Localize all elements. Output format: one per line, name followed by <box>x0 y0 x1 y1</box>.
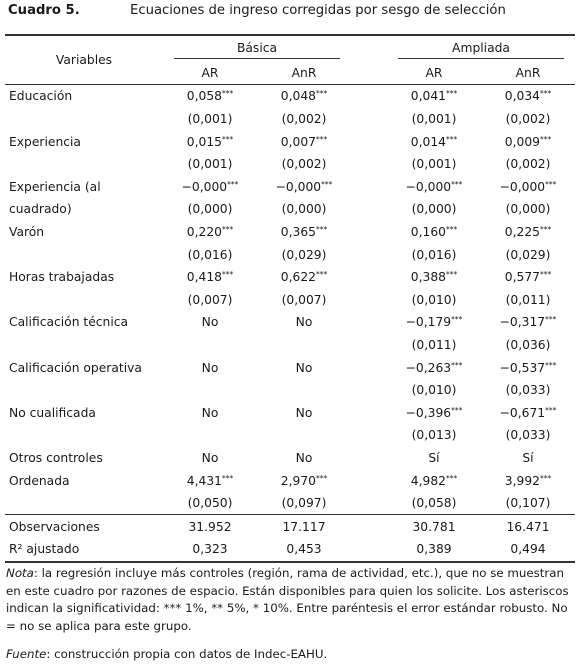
cell-value: (0,016) <box>411 247 457 262</box>
table-row <box>5 266 575 289</box>
table-row <box>5 176 575 199</box>
row-label: Otros controles <box>9 450 103 465</box>
significance-stars: *** <box>539 134 552 144</box>
cell-value: (0,050) <box>187 496 233 511</box>
table-caption <box>8 3 574 23</box>
significance-stars: *** <box>221 473 234 483</box>
table-body <box>5 85 575 562</box>
coefficient-cell <box>163 515 257 538</box>
coefficient-cell <box>257 311 351 334</box>
standard-error-cell <box>387 492 481 515</box>
significance-stars: *** <box>321 179 333 189</box>
cell-value: −0,396 <box>405 405 452 420</box>
coefficient-cell <box>387 221 481 244</box>
row-label <box>5 243 163 266</box>
cell-value: (0,000) <box>411 202 457 217</box>
coefficient-cell <box>481 469 575 492</box>
fuente-label: Fuente <box>6 647 47 661</box>
column-gap <box>351 402 387 425</box>
column-gap <box>351 243 387 266</box>
row-label: Experiencia (al <box>9 179 101 194</box>
cell-value: 31.952 <box>188 519 232 534</box>
regression-table-container <box>5 34 575 563</box>
significance-stars: *** <box>315 134 328 144</box>
cell-value: (0,036) <box>505 338 551 353</box>
coefficient-cell <box>257 469 351 492</box>
coefficient-cell <box>387 538 481 562</box>
cell-value: (0,097) <box>281 496 327 511</box>
cell-value: 0,389 <box>416 542 452 557</box>
standard-error-cell <box>387 379 481 402</box>
cell-value: (0,010) <box>411 383 457 398</box>
subcol-header: AnR <box>481 62 575 85</box>
group-header-basica: Básica <box>163 35 351 62</box>
standard-error-cell <box>257 334 351 357</box>
significance-stars: *** <box>451 315 463 325</box>
table-row <box>5 515 575 538</box>
coefficient-cell <box>257 85 351 108</box>
standard-error-cell <box>481 492 575 515</box>
cell-value: −0,537 <box>499 360 546 375</box>
column-gap <box>351 153 387 176</box>
cell-value: 4,982 <box>410 473 446 488</box>
row-label <box>5 108 163 131</box>
cell-value: 0,009 <box>504 134 540 149</box>
cell-value: 0,225 <box>504 225 540 240</box>
coefficient-cell <box>257 538 351 562</box>
coefficient-cell <box>481 266 575 289</box>
cell-value: No <box>295 315 313 330</box>
cell-value: (0,007) <box>281 292 327 307</box>
row-label: Ordenada <box>9 473 70 488</box>
cell-value: (0,011) <box>505 292 551 307</box>
table-row-standard-error <box>5 243 575 266</box>
significance-stars: *** <box>221 225 234 235</box>
significance-stars: *** <box>545 315 557 325</box>
significance-stars: *** <box>445 473 458 483</box>
fuente-paragraph <box>6 646 574 664</box>
column-gap <box>351 379 387 402</box>
row-label: R² ajustado <box>5 538 163 562</box>
significance-stars: *** <box>445 134 458 144</box>
coefficient-cell <box>387 176 481 199</box>
standard-error-cell <box>481 289 575 312</box>
standard-error-cell <box>163 198 257 221</box>
table-row-standard-error <box>5 289 575 312</box>
table-title: Ecuaciones de ingreso corregidas por sesgo de selección <box>130 3 506 18</box>
significance-stars: *** <box>221 270 234 280</box>
standard-error-cell <box>481 243 575 266</box>
standard-error-cell <box>163 334 257 357</box>
standard-error-cell <box>163 492 257 515</box>
cell-value: −0,000 <box>499 179 546 194</box>
nota-label: Nota <box>6 566 34 580</box>
cell-value: 30.781 <box>412 519 456 534</box>
cell-value: 16.471 <box>506 519 550 534</box>
row-label: No cualificada <box>9 405 96 420</box>
table-row <box>5 402 575 425</box>
row-label: Experiencia <box>9 134 81 149</box>
significance-stars: *** <box>315 473 328 483</box>
cell-value: (0,016) <box>187 247 233 262</box>
column-gap <box>351 266 387 289</box>
cell-value: (0,002) <box>281 112 327 127</box>
cell-value: 0,418 <box>186 270 222 285</box>
significance-stars: *** <box>227 179 239 189</box>
coefficient-cell <box>257 130 351 153</box>
cell-value: 0,014 <box>410 134 446 149</box>
standard-error-cell <box>387 334 481 357</box>
coefficient-cell <box>163 266 257 289</box>
column-gap <box>351 447 387 470</box>
significance-stars: *** <box>451 179 463 189</box>
standard-error-cell <box>163 153 257 176</box>
cell-value: Sí <box>428 450 440 465</box>
standard-error-cell <box>481 379 575 402</box>
significance-stars: *** <box>315 89 328 99</box>
cell-value: 0,058 <box>186 89 222 104</box>
coefficient-cell <box>481 447 575 470</box>
column-gap <box>351 334 387 357</box>
cell-value: −0,317 <box>499 315 546 330</box>
coefficient-cell <box>387 469 481 492</box>
column-gap <box>351 85 387 108</box>
significance-stars: *** <box>221 134 234 144</box>
coefficient-cell <box>481 221 575 244</box>
cell-value: 0,323 <box>192 542 228 557</box>
coefficient-cell <box>257 447 351 470</box>
cell-value: 0,365 <box>280 225 316 240</box>
row-label <box>5 153 163 176</box>
table-number: Cuadro 5. <box>8 3 80 18</box>
coefficient-cell <box>163 469 257 492</box>
significance-stars: *** <box>445 225 458 235</box>
cell-value: 3,992 <box>504 473 540 488</box>
row-label: Calificación técnica <box>9 315 129 330</box>
table-row <box>5 469 575 492</box>
column-gap <box>351 492 387 515</box>
header-row-groups <box>5 35 575 62</box>
significance-stars: *** <box>539 473 552 483</box>
standard-error-cell <box>257 289 351 312</box>
cell-value: No <box>201 405 219 420</box>
cell-value: No <box>201 315 219 330</box>
cell-value: −0,671 <box>499 405 546 420</box>
cell-value: 0,015 <box>186 134 222 149</box>
significance-stars: *** <box>221 89 234 99</box>
column-gap <box>351 538 387 562</box>
column-gap <box>351 130 387 153</box>
cell-value: 0,034 <box>504 89 540 104</box>
coefficient-cell <box>257 515 351 538</box>
standard-error-cell <box>257 424 351 447</box>
cell-value: 0,160 <box>410 225 446 240</box>
cell-value: −0,263 <box>405 360 452 375</box>
cell-value: 2,970 <box>280 473 316 488</box>
standard-error-cell <box>387 289 481 312</box>
table-row-standard-error <box>5 108 575 131</box>
cell-value: No <box>295 450 313 465</box>
cell-value: −0,179 <box>405 315 452 330</box>
standard-error-cell <box>387 198 481 221</box>
coefficient-cell <box>163 402 257 425</box>
cell-value: (0,001) <box>187 157 233 172</box>
row-label <box>5 424 163 447</box>
significance-stars: *** <box>451 360 463 370</box>
significance-stars: *** <box>539 270 552 280</box>
row-label: Educación <box>9 89 73 104</box>
cell-value: (0,013) <box>411 428 457 443</box>
cell-value: 0,388 <box>410 270 446 285</box>
column-gap <box>351 356 387 379</box>
nota-paragraph <box>6 565 574 635</box>
coefficient-cell <box>163 221 257 244</box>
coefficient-cell <box>387 311 481 334</box>
coefficient-cell <box>387 447 481 470</box>
coefficient-cell <box>387 402 481 425</box>
cell-value: (0,000) <box>187 202 233 217</box>
row-label <box>5 334 163 357</box>
coefficient-cell <box>257 356 351 379</box>
table-notes <box>6 565 574 664</box>
significance-stars: *** <box>545 405 557 415</box>
coefficient-cell <box>387 130 481 153</box>
standard-error-cell <box>481 153 575 176</box>
column-gap <box>351 221 387 244</box>
coefficient-cell <box>163 538 257 562</box>
column-gap <box>351 176 387 199</box>
coefficient-cell <box>163 311 257 334</box>
standard-error-cell <box>257 379 351 402</box>
cell-value: (0,029) <box>505 247 551 262</box>
coefficient-cell <box>481 356 575 379</box>
table-row <box>5 447 575 470</box>
coefficient-cell <box>257 266 351 289</box>
standard-error-cell <box>387 108 481 131</box>
standard-error-cell <box>257 153 351 176</box>
standard-error-cell <box>387 153 481 176</box>
standard-error-cell <box>481 424 575 447</box>
significance-stars: *** <box>539 225 552 235</box>
standard-error-cell <box>481 198 575 221</box>
row-label <box>5 492 163 515</box>
table-row-standard-error <box>5 492 575 515</box>
standard-error-cell <box>257 492 351 515</box>
subcol-header: AnR <box>257 62 351 85</box>
coefficient-cell <box>387 266 481 289</box>
row-label <box>5 289 163 312</box>
cell-value: No <box>295 405 313 420</box>
coefficient-cell <box>163 176 257 199</box>
standard-error-cell <box>163 243 257 266</box>
table-row <box>5 130 575 153</box>
cell-value: (0,002) <box>281 157 327 172</box>
table-row <box>5 221 575 244</box>
cell-value: Sí <box>522 450 534 465</box>
standard-error-cell <box>163 379 257 402</box>
column-gap <box>351 289 387 312</box>
standard-error-cell <box>163 424 257 447</box>
standard-error-cell <box>481 334 575 357</box>
standard-error-cell <box>163 108 257 131</box>
cell-value: 0,494 <box>510 542 546 557</box>
cell-value: (0,107) <box>505 496 551 511</box>
significance-stars: *** <box>315 225 328 235</box>
row-label: Observaciones <box>5 515 163 538</box>
row-label: cuadrado) <box>9 202 72 217</box>
cell-value: No <box>295 360 313 375</box>
column-gap <box>351 515 387 538</box>
table-row <box>5 538 575 562</box>
cell-value: (0,000) <box>505 202 551 217</box>
significance-stars: *** <box>545 360 557 370</box>
standard-error-cell <box>387 243 481 266</box>
coefficient-cell <box>481 85 575 108</box>
coefficient-cell <box>481 402 575 425</box>
variables-header: Variables <box>5 35 163 85</box>
standard-error-cell <box>481 108 575 131</box>
table-row <box>5 356 575 379</box>
cell-value: (0,007) <box>187 292 233 307</box>
row-label: Horas trabajadas <box>9 270 115 285</box>
cell-value: −0,000 <box>275 179 322 194</box>
coefficient-cell <box>257 176 351 199</box>
coefficient-cell <box>163 447 257 470</box>
standard-error-cell <box>257 198 351 221</box>
coefficient-cell <box>481 130 575 153</box>
standard-error-cell <box>387 424 481 447</box>
significance-stars: *** <box>451 405 463 415</box>
significance-stars: *** <box>445 89 458 99</box>
cell-value: (0,058) <box>411 496 457 511</box>
cell-value: 17.117 <box>282 519 326 534</box>
significance-stars: *** <box>445 270 458 280</box>
cell-value: 0,453 <box>286 542 322 557</box>
cell-value: (0,001) <box>187 112 233 127</box>
cell-value: 0,007 <box>280 134 316 149</box>
significance-stars: *** <box>539 89 552 99</box>
column-gap <box>351 108 387 131</box>
coefficient-cell <box>387 515 481 538</box>
coefficient-cell <box>481 515 575 538</box>
cell-value: 4,431 <box>186 473 222 488</box>
cell-value: 0,577 <box>504 270 540 285</box>
table-row-standard-error <box>5 424 575 447</box>
cell-value: (0,011) <box>411 338 457 353</box>
table-row <box>5 311 575 334</box>
row-label <box>5 379 163 402</box>
row-label: Calificación operativa <box>9 360 142 375</box>
standard-error-cell <box>257 108 351 131</box>
standard-error-cell <box>163 289 257 312</box>
cell-value: No <box>201 360 219 375</box>
column-gap <box>351 198 387 221</box>
cell-value: (0,029) <box>281 247 327 262</box>
subcol-header: AR <box>387 62 481 85</box>
table-row-standard-error <box>5 379 575 402</box>
cell-value: (0,001) <box>411 112 457 127</box>
coefficient-cell <box>387 356 481 379</box>
coefficient-cell <box>481 538 575 562</box>
coefficient-cell <box>481 311 575 334</box>
significance-stars: *** <box>545 179 557 189</box>
nota-text: : la regresión incluye más controles (región, rama de actividad, etc.), que no se muestran en este cuadro por razones de espacio. Están disponibles para quien los solicite. Los asteriscos indican la significatividad: *** 1%, ** 5%, * 10%. Entre paréntesis el error estándar robusto. No = no se aplica para este grupo. <box>6 566 569 633</box>
coefficient-cell <box>387 85 481 108</box>
table-row <box>5 85 575 108</box>
cell-value: 0,220 <box>186 225 222 240</box>
subcol-header: AR <box>163 62 257 85</box>
cell-value: −0,000 <box>405 179 452 194</box>
coefficient-cell <box>163 85 257 108</box>
cell-value: No <box>201 450 219 465</box>
coefficient-cell <box>163 130 257 153</box>
cell-value: (0,010) <box>411 292 457 307</box>
row-label: Varón <box>9 225 45 240</box>
column-gap <box>351 311 387 334</box>
table-row-standard-error <box>5 198 575 221</box>
group-header-ampliada: Ampliada <box>387 35 575 62</box>
cell-value: −0,000 <box>181 179 228 194</box>
table-row-standard-error <box>5 334 575 357</box>
regression-table <box>5 34 575 563</box>
cell-value: 0,622 <box>280 270 316 285</box>
significance-stars: *** <box>315 270 328 280</box>
cell-value: 0,041 <box>410 89 446 104</box>
column-gap <box>351 424 387 447</box>
cell-value: 0,048 <box>280 89 316 104</box>
cell-value: (0,033) <box>505 383 551 398</box>
fuente-text: : construcción propia con datos de Indec-EAHU. <box>46 647 328 661</box>
column-gap <box>351 469 387 492</box>
standard-error-cell <box>257 243 351 266</box>
cell-value: (0,001) <box>411 157 457 172</box>
cell-value: (0,000) <box>281 202 327 217</box>
coefficient-cell <box>163 356 257 379</box>
coefficient-cell <box>481 176 575 199</box>
coefficient-cell <box>257 402 351 425</box>
cell-value: (0,002) <box>505 157 551 172</box>
cell-value: (0,002) <box>505 112 551 127</box>
coefficient-cell <box>257 221 351 244</box>
cell-value: (0,033) <box>505 428 551 443</box>
table-row-standard-error <box>5 153 575 176</box>
